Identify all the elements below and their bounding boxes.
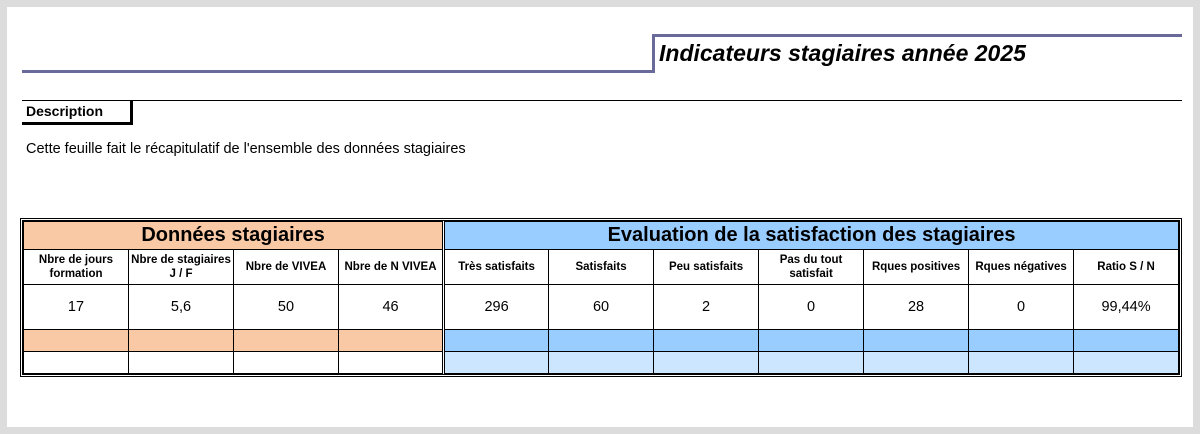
empty-cell[interactable] xyxy=(864,352,969,374)
empty-cell[interactable] xyxy=(24,352,129,374)
empty-cell[interactable] xyxy=(129,352,234,374)
empty-cell[interactable] xyxy=(969,330,1074,352)
empty-cell[interactable] xyxy=(549,330,654,352)
value-cell[interactable]: 17 xyxy=(24,285,129,330)
empty-cell[interactable] xyxy=(759,352,864,374)
indicators-table-frame xyxy=(20,218,1182,377)
value-cell[interactable]: 5,6 xyxy=(129,285,234,330)
empty-cell[interactable] xyxy=(654,352,759,374)
description-rule xyxy=(22,100,1182,101)
empty-cell[interactable] xyxy=(129,330,234,352)
empty-cell[interactable] xyxy=(759,330,864,352)
empty-cell[interactable] xyxy=(969,352,1074,374)
sheet-page xyxy=(7,7,1193,427)
title-rule-left xyxy=(22,70,654,73)
header-cell[interactable]: Ratio S / N xyxy=(1074,250,1179,285)
header-cell[interactable]: Rques négatives xyxy=(969,250,1074,285)
description-label: Description xyxy=(22,100,133,125)
value-cell[interactable]: 296 xyxy=(444,285,549,330)
value-cell[interactable]: 46 xyxy=(339,285,444,330)
title-rule-vertical xyxy=(652,34,655,73)
header-cell[interactable]: Rques positives xyxy=(864,250,969,285)
empty-cell[interactable] xyxy=(444,330,549,352)
header-cell[interactable]: Nbre de VIVEA xyxy=(234,250,339,285)
value-cell[interactable]: 28 xyxy=(864,285,969,330)
header-cell[interactable]: Peu satisfaits xyxy=(654,250,759,285)
header-cell[interactable]: Nbre de stagiaires J / F xyxy=(129,250,234,285)
value-cell[interactable]: 60 xyxy=(549,285,654,330)
empty-cell[interactable] xyxy=(1074,352,1179,374)
header-cell[interactable]: Pas du tout satisfait xyxy=(759,250,864,285)
empty-cell[interactable] xyxy=(1074,330,1179,352)
empty-cell[interactable] xyxy=(24,330,129,352)
indicators-table xyxy=(23,221,1179,374)
empty-cell[interactable] xyxy=(444,352,549,374)
group-title-satisfaction: Evaluation de la satisfaction des stagiaires xyxy=(444,222,1179,250)
table-row xyxy=(24,285,1179,330)
header-cell[interactable]: Nbre de jours formation xyxy=(24,250,129,285)
value-cell[interactable]: 0 xyxy=(759,285,864,330)
empty-cell[interactable] xyxy=(234,330,339,352)
value-cell[interactable]: 50 xyxy=(234,285,339,330)
value-cell[interactable]: 0 xyxy=(969,285,1074,330)
description-text: Cette feuille fait le récapitulatif de l'ensemble des données stagiaires xyxy=(26,141,466,157)
empty-cell[interactable] xyxy=(654,330,759,352)
table-row xyxy=(24,330,1179,352)
table-row xyxy=(24,352,1179,374)
empty-cell[interactable] xyxy=(549,352,654,374)
header-cell[interactable]: Satisfaits xyxy=(549,250,654,285)
empty-cell[interactable] xyxy=(339,352,444,374)
empty-cell[interactable] xyxy=(339,330,444,352)
group-title-donnees: Données stagiaires xyxy=(24,222,444,250)
header-cell[interactable]: Nbre de N VIVEA xyxy=(339,250,444,285)
empty-cell[interactable] xyxy=(234,352,339,374)
header-cell[interactable]: Très satisfaits xyxy=(444,250,549,285)
value-cell[interactable]: 2 xyxy=(654,285,759,330)
title-rule-top xyxy=(652,34,1182,37)
empty-cell[interactable] xyxy=(864,330,969,352)
page-title: Indicateurs stagiaires année 2025 xyxy=(659,40,1026,66)
value-cell[interactable]: 99,44% xyxy=(1074,285,1179,330)
